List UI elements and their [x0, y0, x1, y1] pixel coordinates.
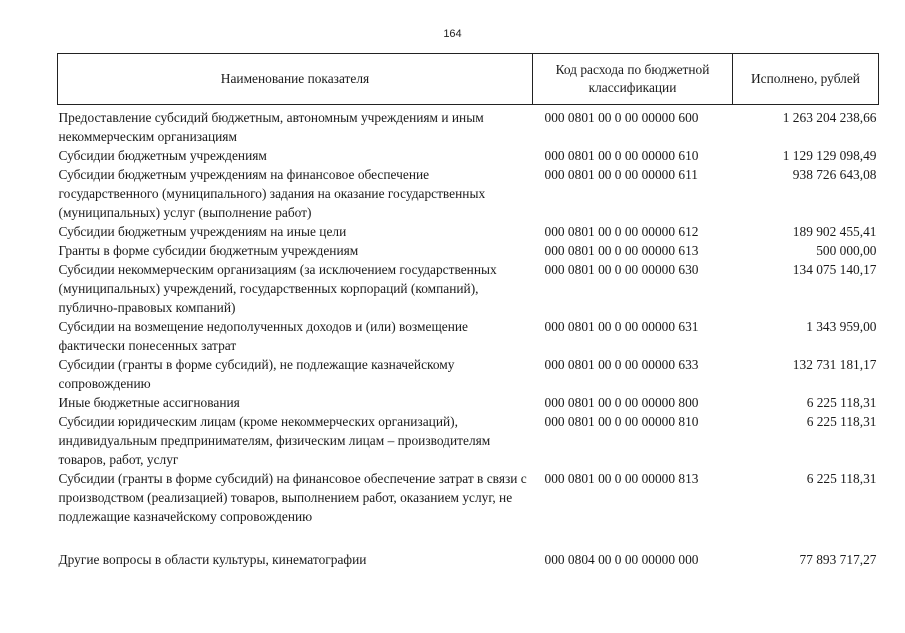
row-amount: 1 343 959,00 [806, 319, 877, 334]
table-body [58, 105, 879, 570]
row-code: 000 0801 00 0 00 00000 810 [544, 414, 699, 429]
table-row [58, 550, 879, 569]
table-header [58, 54, 879, 105]
page-number: 164 [443, 28, 462, 40]
table-row [58, 222, 879, 241]
row-code: 000 0801 00 0 00 00000 800 [544, 395, 699, 410]
row-code: 000 0801 00 0 00 00000 630 [544, 262, 699, 277]
row-amount: 500 000,00 [816, 243, 877, 258]
row-code: 000 0801 00 0 00 00000 611 [544, 167, 698, 182]
row-amount: 1 263 204 238,66 [782, 110, 877, 125]
table-row [58, 317, 879, 355]
header-budget-code: Код расхода по бюджетной классификации [533, 54, 733, 105]
row-name: Субсидии (гранты в форме субсидий), не подлежащие казначейскому сопровождению [58, 357, 455, 391]
section-spacer [58, 526, 879, 550]
table-row [58, 165, 879, 222]
row-name: Субсидии бюджетным учреждениям на финансовое обеспечение государственного (муниципального) задания на оказание государственных (муниципальных) услуг (выполнение работ) [58, 167, 486, 220]
table-row [58, 241, 879, 260]
table-row [58, 412, 879, 469]
row-amount: 77 893 717,27 [799, 552, 877, 567]
table-row [58, 355, 879, 393]
row-amount: 6 225 118,31 [806, 414, 877, 429]
row-amount: 6 225 118,31 [806, 471, 877, 486]
row-amount: 189 902 455,41 [792, 224, 877, 239]
table-row [58, 105, 879, 147]
row-name: Субсидии бюджетным учреждениям [58, 148, 267, 163]
row-name: Гранты в форме субсидии бюджетным учреждениям [58, 243, 359, 258]
spacer-cell [58, 526, 879, 550]
row-name: Субсидии (гранты в форме субсидий) на финансовое обеспечение затрат в связи с производством (реализацией) товаров, выполнением работ, оказанием услуг, не подлежащие казначейскому сопровождению [58, 471, 527, 524]
row-amount: 134 075 140,17 [792, 262, 877, 277]
table-row [58, 146, 879, 165]
header-indicator-name: Наименование показателя [58, 54, 533, 105]
row-name: Иные бюджетные ассигнования [58, 395, 240, 410]
table-row [58, 260, 879, 317]
row-code: 000 0801 00 0 00 00000 600 [544, 110, 699, 125]
budget-execution-table [57, 53, 879, 569]
table-row [58, 393, 879, 412]
row-code: 000 0801 00 0 00 00000 612 [544, 224, 699, 239]
row-amount: 1 129 129 098,49 [782, 148, 877, 163]
row-code: 000 0801 00 0 00 00000 631 [544, 319, 699, 334]
row-code: 000 0801 00 0 00 00000 633 [544, 357, 699, 372]
header-executed-amount: Исполнено, рублей [733, 54, 879, 105]
row-code: 000 0804 00 0 00 00000 000 [544, 552, 699, 567]
header-row [58, 54, 879, 105]
row-amount: 132 731 181,17 [792, 357, 877, 372]
row-name: Субсидии юридическим лицам (кроме некоммерческих организаций), индивидуальным предпринимателям, физическим лицам – производителям товаров, работ, услуг [58, 414, 491, 467]
row-name: Субсидии некоммерческим организациям (за исключением государственных (муниципальных) учреждений, государственных корпораций (компаний), публично-правовых компаний) [58, 262, 497, 315]
row-code: 000 0801 00 0 00 00000 613 [544, 243, 699, 258]
row-amount: 938 726 643,08 [792, 167, 877, 182]
row-code: 000 0801 00 0 00 00000 813 [544, 471, 699, 486]
row-name: Предоставление субсидий бюджетным, автономным учреждениям и иным некоммерческим организациям [58, 110, 484, 144]
row-amount: 6 225 118,31 [806, 395, 877, 410]
row-name: Субсидии бюджетным учреждениям на иные цели [58, 224, 347, 239]
row-name: Субсидии на возмещение недополученных доходов и (или) возмещение фактически понесенных затрат [58, 319, 468, 353]
row-name: Другие вопросы в области культуры, кинематографии [58, 552, 367, 567]
row-code: 000 0801 00 0 00 00000 610 [544, 148, 699, 163]
table-row [58, 469, 879, 526]
